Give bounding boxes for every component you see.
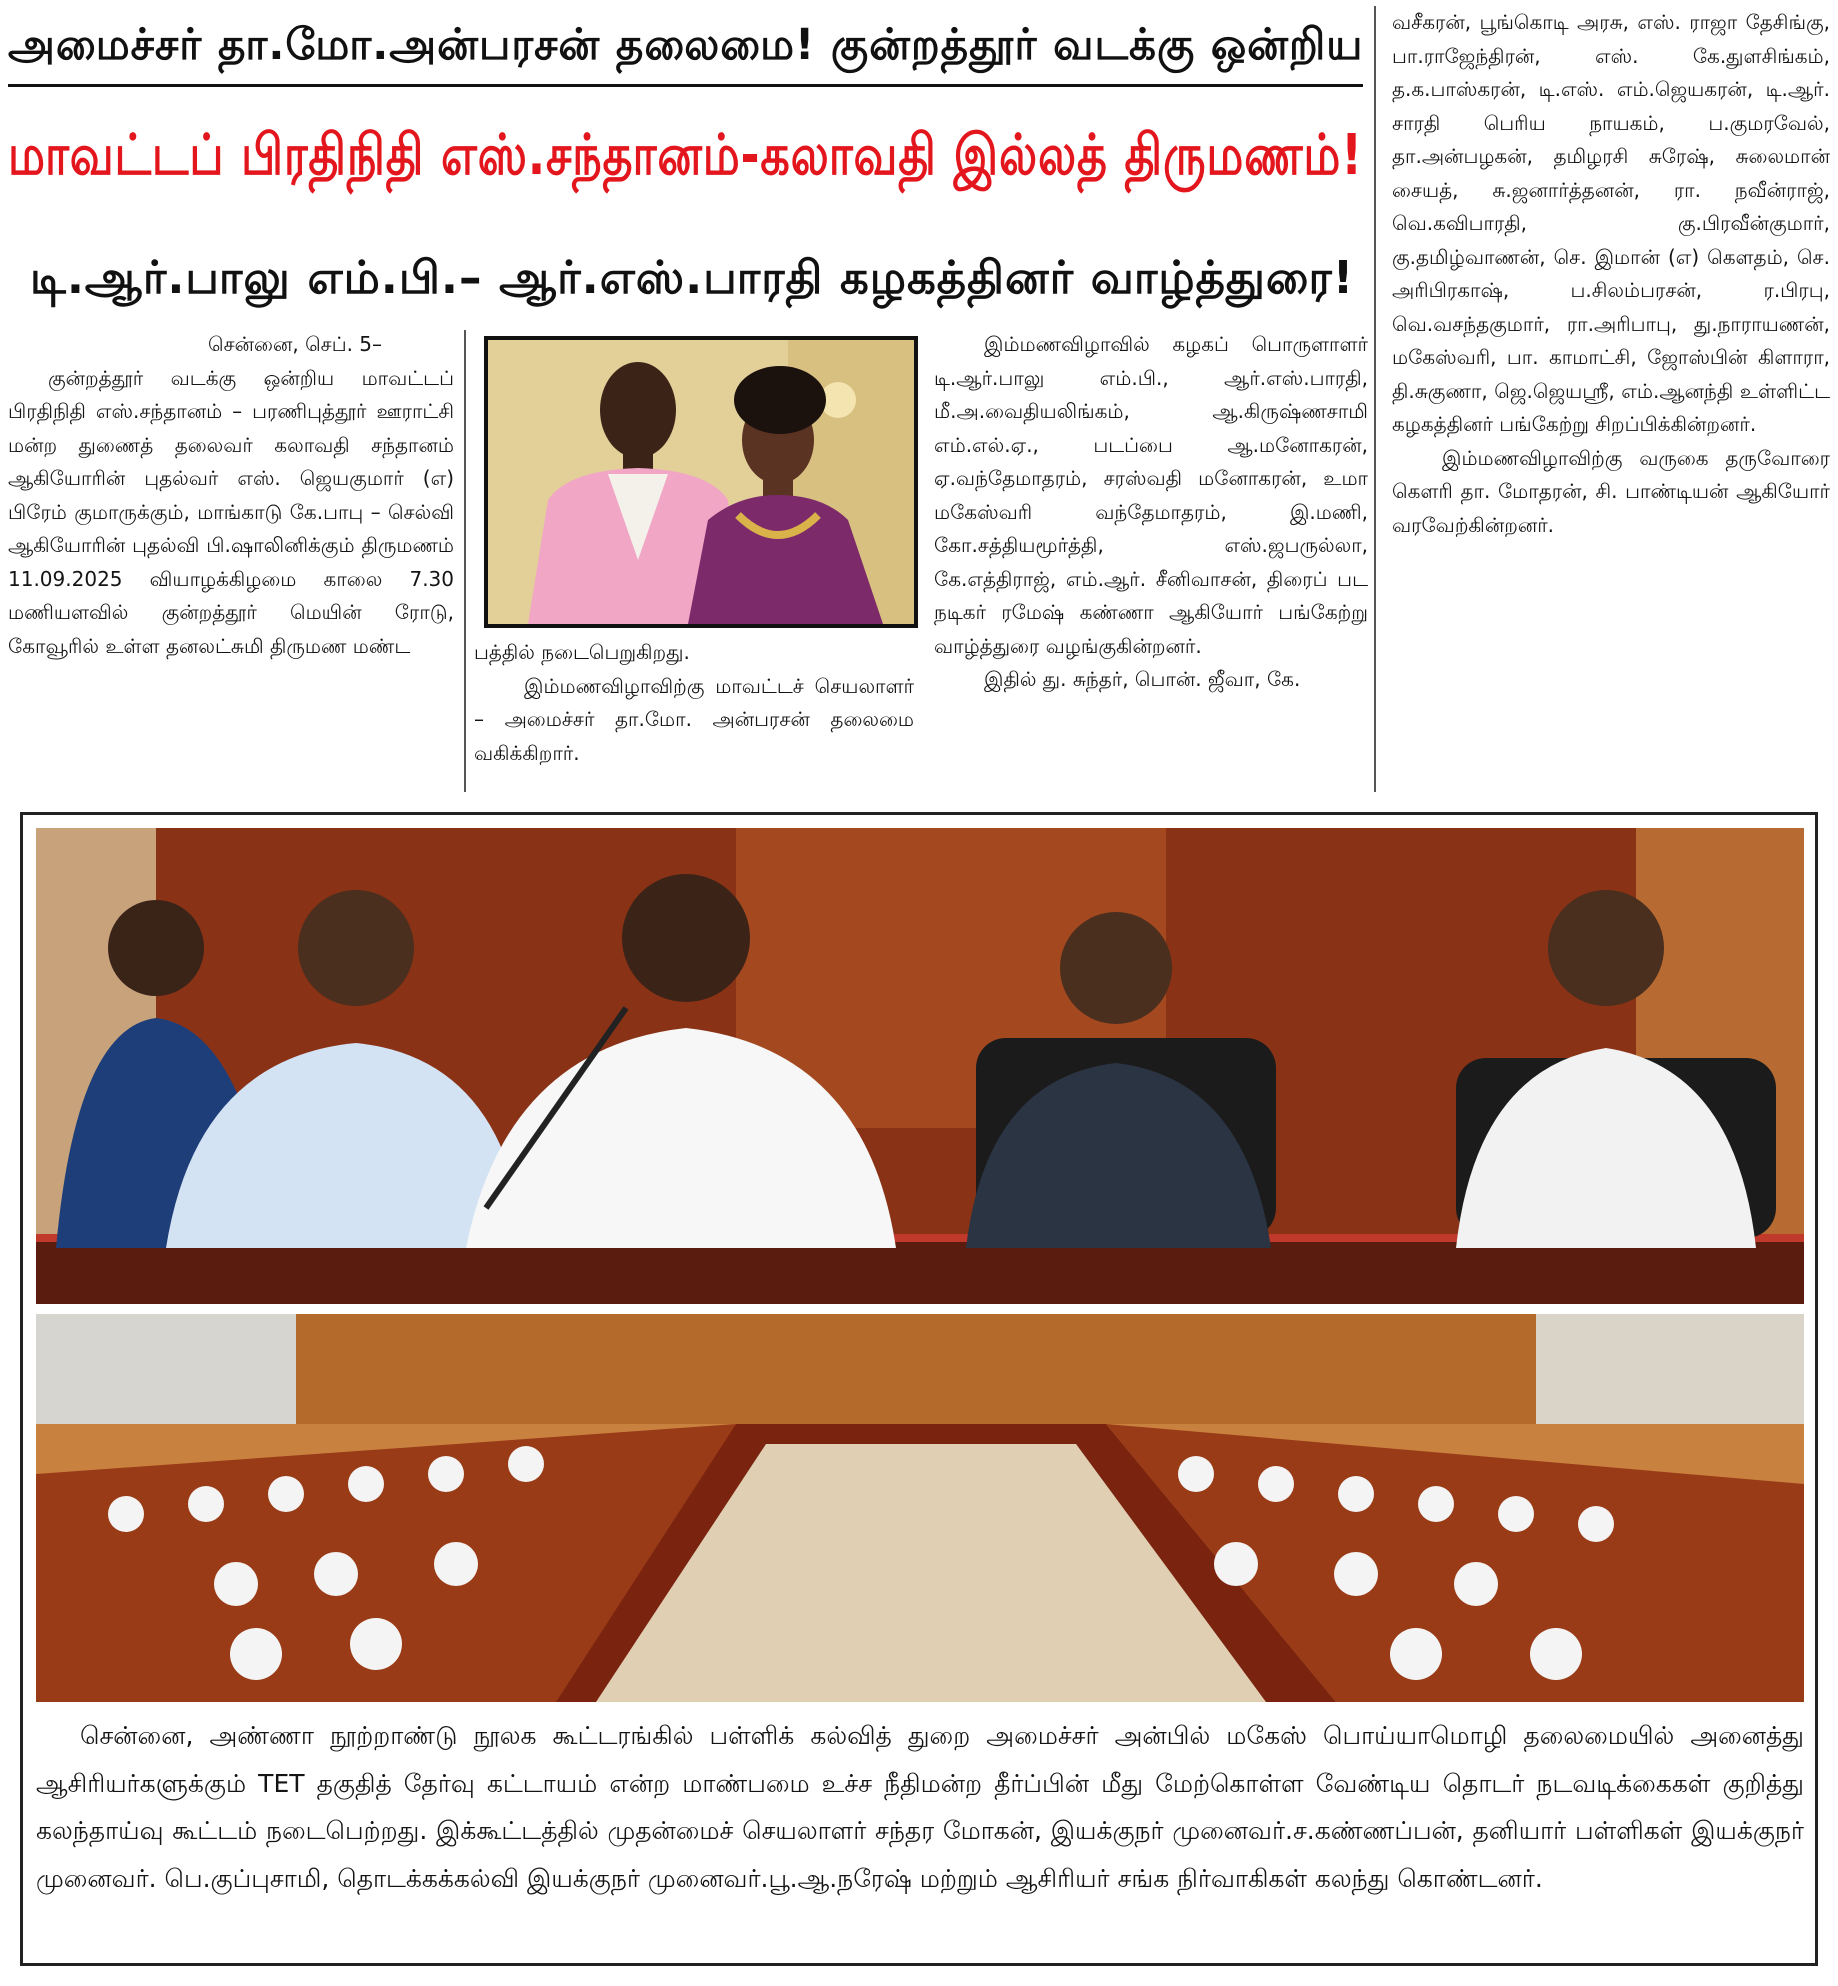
article-paragraph: குன்றத்தூர் வடக்கு ஒன்றிய மாவட்டப் பிரதிநிதி எஸ்.சந்தானம் – பரணிபுத்தூர் ஊராட்சி மன்ற துணைத் தலைவர் கலாவதி சந்தானம் ஆகியோரின் புதல்வர் எஸ். ஜெயகுமார் (எ) பிரேம் குமாருக்கும், மாங்காடு கே.பாபு – செல்வி ஆகியோரின் புதல்வி பி.ஷாலினிக்கும் திருமணம் 11.09.2025 வியாழக்கிழமை காலை 7.30 மணியளவில் குன்றத்தூர் மெயின் ரோடு, கோவூரில் உள்ள தனலட்சுமி திருமண மண்ட	[8, 365, 454, 658]
article-column-3	[934, 328, 1368, 794]
headline-top: அமைச்சர் தா.மோ.அன்பரசன் தலைமை! குன்றத்தூர் வடக்கு ஒன்றிய	[8, 20, 1364, 70]
photo-caption	[36, 1712, 1804, 1952]
article-column-2	[474, 636, 914, 796]
meeting-photo-hall	[36, 1314, 1804, 1702]
wedding-photo	[484, 336, 918, 628]
article-paragraph: பத்தில் நடைபெறுகிறது.	[474, 640, 690, 664]
dateline: சென்னை, செப். 5–	[208, 332, 383, 356]
article-paragraph: வசீகரன், பூங்கொடி அரசு, எஸ். ராஜா தேசிங்கு, பா.ராஜேந்திரன், எஸ். கே.துளசிங்கம், த.க.பாஸ்கரன், டி.எஸ். எம்.ஜெயகரன், டி.ஆர். சாரதி பெரிய நாயகம், ப.குமரவேல், தா.அன்பழகன், தமிழரசி சுரேஷ், சுலைமான் சையத், சு.ஜனார்த்தனன், ரா. நவீன்ராஜ், வெ.கவிபாரதி, கு.பிரவீன்குமார், கு.தமிழ்வாணன், செ. இமான் (எ) கௌதம், செ. அரிபிரகாஷ், ப.சிலம்பரசன், ர.பிரபு, வெ.வசந்தகுமார், ரா.அரிபாபு, து.நாராயணன், மகேஸ்வரி, பா. காமாட்சி, ஜோஸ்பின் கிளாரா, தி.சுகுணா, ஜெ.ஜெயஸ்ரீ, எம்.ஆனந்தி உள்ளிட்ட கழகத்தினர் பங்கேற்று சிறப்பிக்கின்றனர்.	[1392, 10, 1830, 436]
headline-main: மாவட்டப் பிரதிநிதி எஸ்.சந்தானம்-கலாவதி இல்லத் திருமணம்!	[8, 123, 1363, 188]
article-paragraph: இம்மணவிழாவில் கழகப் பொருளாளர் டி.ஆர்.பாலு எம்.பி., ஆர்.எஸ்.பாரதி, மீ.அ.வைதியலிங்கம், ஆ.கிருஷ்ணசாமி எம்.எல்.ஏ., படப்பை ஆ.மனோகரன், ஏ.வந்தேமாதரம், சரஸ்வதி மனோகரன், உமா மகேஸ்வரி வந்தேமாதரம், இ.மணி, கோ.சத்தியமூர்த்தி, எஸ்.ஜபருல்லா, கே.எத்திராஜ், எம்.ஆர். சீனிவாசன், திரைப் பட நடிகர் ரமேஷ் கண்ணா ஆகியோர் பங்கேற்று வாழ்த்துரை வழங்குகின்றனர்.	[934, 332, 1368, 658]
column-divider-2	[1374, 6, 1376, 792]
article-column-4	[1392, 6, 1830, 794]
column-divider-1	[464, 330, 466, 792]
wedding-couple-image	[488, 340, 914, 624]
caption-text: சென்னை, அண்ணா நூற்றாண்டு நூலக கூட்டரங்கில் பள்ளிக் கல்வித் துறை அமைச்சர் அன்பில் மகேஸ் பொய்யாமொழி தலைமையில் அனைத்து ஆசிரியர்களுக்கும் TET தகுதித் தேர்வு கட்டாயம் என்ற மாண்பமை உச்ச நீதிமன்ற தீர்ப்பின் மீது மேற்கொள்ள வேண்டிய தொடர் நடவடிக்கைகள் குறித்து கலந்தாய்வு கூட்டம் நடைபெற்றது. இக்கூட்டத்தில் முதன்மைச் செயலாளர் சந்தர மோகன், இயக்குநர் முனைவர்.ச.கண்ணப்பன், தனியார் பள்ளிகள் இயக்குநர் முனைவர். பெ.குப்புசாமி, தொடக்கக்கல்வி இயக்குநர் முனைவர்.பூ.ஆ.நரேஷ் மற்றும் ஆசிரியர் சங்க நிர்வாகிகள் கலந்து கொண்டனர்.	[36, 1721, 1804, 1893]
meeting-photo-closeup	[36, 828, 1804, 1304]
conference-hall-image	[36, 1314, 1804, 1702]
article-paragraph: இம்மணவிழாவிற்கு மாவட்டச் செயலாளர் – அமைச்சர் தா.மோ. அன்பரசன் தலைமை வகிக்கிறார்.	[474, 673, 914, 765]
article-column-1	[8, 328, 454, 794]
article-paragraph: இதில் து. சுந்தர், பொன். ஜீவா, கே.	[984, 667, 1301, 691]
officials-seated-image	[36, 828, 1804, 1304]
headline-divider	[8, 84, 1363, 87]
headline-sub: டி.ஆர்.பாலு எம்.பி.– ஆர்.எஸ்.பாரதி கழகத்தினர் வாழ்த்துரை!	[30, 251, 1355, 304]
article-paragraph: இம்மணவிழாவிற்கு வருகை தருவோரை கௌரி தா. மோதரன், சி. பாண்டியன் ஆகியோர் வரவேற்கின்றனர்.	[1392, 445, 1830, 537]
